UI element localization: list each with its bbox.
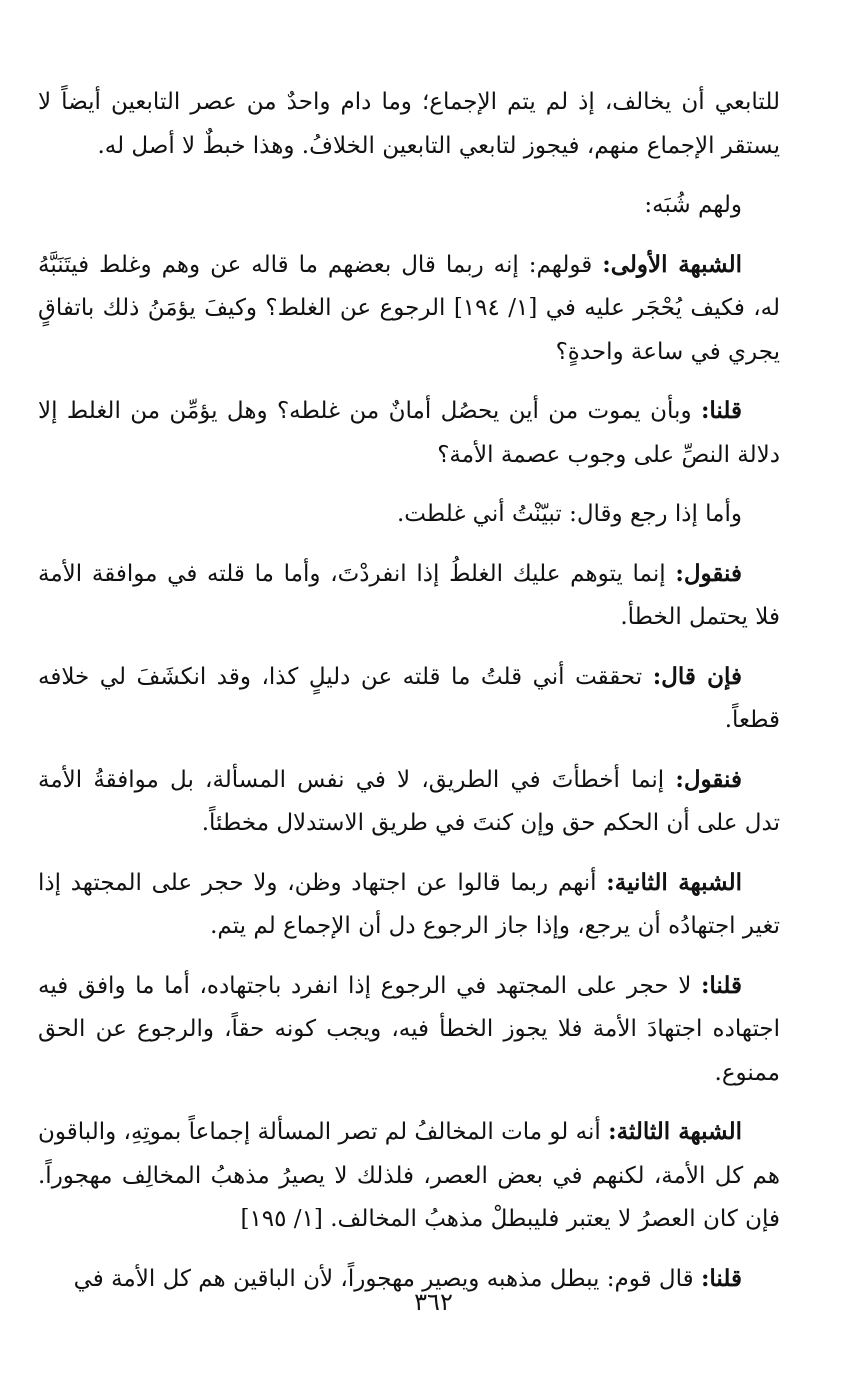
paragraph-text: قال قوم: يبطل مذهبه ويصير مهجوراً، لأن الباقين هم كل الأمة في xyxy=(73,1265,701,1292)
paragraph-text: وبأن يموت من أين يحصُل أمانٌ من غلطه؟ وهل يؤمِّن من الغلط إلا دلالة النصِّ على وجوب عصمة الأمة؟ xyxy=(38,398,780,468)
page-body xyxy=(38,80,780,1320)
paragraph-lead: الشبهة الثالثة: xyxy=(608,1118,742,1145)
paragraph-10 xyxy=(38,964,780,1096)
paragraph-text: وأما إذا رجع وقال: تبيّنْتُ أني غلطت. xyxy=(396,501,742,527)
paragraph-text: إنما أخطأتَ في الطريق، لا في نفس المسألة، بل موافقةُ الأمة تدل على أن الحكم حق وإن كنتَ في طريق الاستدلال مخطئاً. xyxy=(38,766,780,836)
paragraph-9 xyxy=(38,861,780,949)
paragraph-lead: فنقول: xyxy=(675,559,742,587)
paragraph-text: أنه لو مات المخالفُ لم تصر المسألة إجماعاً بموتِهِ، والباقون هم كل الأمة، لكنهم في بعض العصر، فلذلك لا يصيرُ مذهبُ المخالِف مهجوراً. فإن كان العصرُ لا يعتبر فليبطلْ مذهبُ المخالف. [١/ ١٩٥] xyxy=(38,1119,780,1232)
paragraph-7 xyxy=(38,655,780,743)
paragraph-3 xyxy=(38,243,780,375)
paragraph-lead: الشبهة الأولى: xyxy=(602,250,742,278)
paragraph-6 xyxy=(38,552,780,640)
paragraph-lead: الشبهة الثانية: xyxy=(606,868,743,896)
paragraph-4 xyxy=(38,389,780,477)
paragraph-2 xyxy=(38,183,780,228)
paragraph-5 xyxy=(38,492,780,537)
paragraph-lead: قلنا: xyxy=(700,1264,742,1292)
paragraph-text: لا حجر على المجتهد في الرجوع إذا انفرد باجتهاده، أما ما وافق فيه اجتهاده اجتهادَ الأمة فلا يجوز الخطأ فيه، ويجب كونه حقاً، والرجوع عن الحق ممنوع. xyxy=(38,972,780,1086)
page-number: ٣٦٢ xyxy=(414,1288,453,1316)
paragraph-text: أنهم ربما قالوا عن اجتهاد وظن، ولا حجر على المجتهد إذا تغير اجتهادُه أن يرجع، وإذا جاز الرجوع دل أن الإجماع لم يتم. xyxy=(38,869,780,939)
paragraph-lead: فنقول: xyxy=(675,765,742,793)
paragraph-text: للتابعي أن يخالف، إذ لم يتم الإجماع؛ وما دام واحدٌ من عصر التابعين أيضاً لا يستقر الإجماع منهم، فيجوز لتابعي التابعين الخلافُ. وهذا خبطٌ لا أصل له. xyxy=(38,89,780,159)
paragraph-text: ولهم شُبَه: xyxy=(644,192,742,218)
paragraph-text: تحققت أني قلتُ ما قلته عن دليلٍ كذا، وقد انكشَفَ لي خلافه قطعاً. xyxy=(38,663,780,733)
paragraph-text: قولهم: إنه ربما قال بعضهم ما قاله عن وهم وغلط فيتَنَبَّهُ له، فكيف يُحْجَر عليه في [١/ ١٩٤] الرجوع عن الغلط؟ وكيفَ يؤمَنُ ذلك باتفاقٍ يجري في ساعة واحدةٍ؟ xyxy=(38,251,781,365)
paragraph-lead: قلنا: xyxy=(700,971,742,999)
paragraph-lead: قلنا: xyxy=(700,397,742,424)
paragraph-1 xyxy=(38,80,780,168)
paragraph-8 xyxy=(38,758,780,846)
paragraph-text: إنما يتوهم عليك الغلطُ إذا انفردْتَ، وأما ما قلته في موافقة الأمة فلا يحتمل الخطأ. xyxy=(38,560,780,630)
paragraph-11 xyxy=(38,1110,780,1242)
paragraph-lead: فإن قال: xyxy=(652,662,742,690)
